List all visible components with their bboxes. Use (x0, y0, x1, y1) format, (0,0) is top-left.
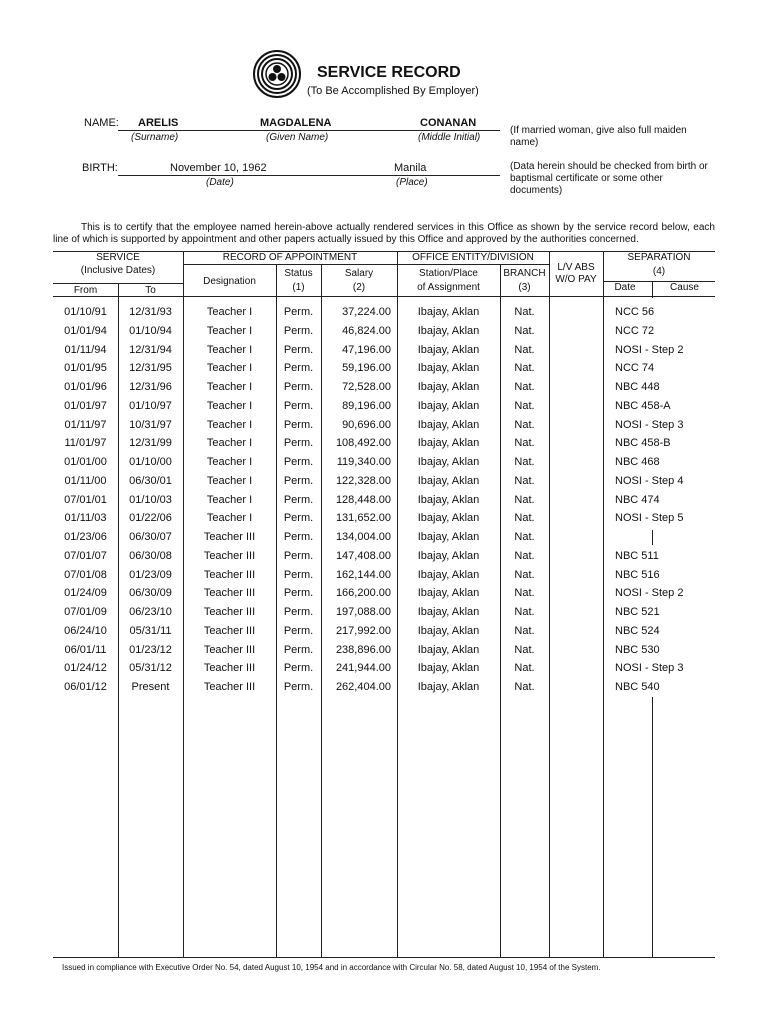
cell-branch: Nat. (514, 493, 535, 506)
cell-from: 07/01/07 (64, 549, 107, 562)
page-title: SERVICE RECORD (317, 64, 461, 81)
cell-salary: 241,944.00 (335, 662, 391, 675)
cell-salary: 162,144.00 (335, 568, 391, 581)
cell-from: 01/11/03 (64, 512, 107, 525)
cell-station: Ibajay, Aklan (417, 493, 480, 506)
cell-branch: Nat. (514, 512, 535, 525)
cell-to: 12/31/95 (129, 362, 172, 375)
cell-from: 01/11/00 (64, 474, 107, 487)
cell-designation: Teacher III (203, 662, 256, 675)
cell-to: 05/31/12 (129, 662, 172, 675)
cell-salary: 122,328.00 (335, 474, 391, 487)
cell-status: Perm. (283, 399, 314, 412)
col-separation-num: (4) (652, 266, 666, 277)
name-label: NAME: (84, 117, 119, 129)
cell-status: Perm. (283, 531, 314, 543)
cell-station: Ibajay, Aklan (417, 381, 480, 393)
middle-initial-caption: (Middle Initial) (418, 132, 481, 143)
cell-status: Perm. (283, 306, 314, 318)
cell-separation: NOSI - Step 5 (615, 512, 684, 525)
cell-designation: Teacher I (206, 306, 253, 318)
cell-status: Perm. (283, 418, 314, 431)
cell-designation: Teacher III (203, 568, 256, 581)
cell-station: Ibajay, Aklan (417, 512, 480, 525)
col-to-header: To (145, 285, 156, 296)
cell-station: Ibajay, Aklan (417, 568, 480, 581)
cell-separation: NBC 458-A (615, 399, 671, 412)
col-separation-header: SEPARATION (627, 252, 691, 263)
cell-status: Perm. (283, 512, 314, 525)
cell-branch: Nat. (514, 306, 535, 318)
cell-separation: NBC 474 (615, 493, 660, 506)
cell-station: Ibajay, Aklan (417, 399, 480, 412)
cell-station: Ibajay, Aklan (417, 474, 480, 487)
cell-designation: Teacher III (203, 624, 256, 637)
cell-to: 01/23/12 (129, 643, 172, 656)
cell-salary: 131,652.00 (335, 512, 391, 525)
cell-separation: NOSI - Step 3 (615, 662, 684, 675)
cell-designation: Teacher I (206, 418, 253, 431)
cell-separation: NBC 458-B (615, 437, 671, 450)
cell-from: 07/01/09 (64, 606, 107, 618)
cell-from: 07/01/08 (64, 568, 107, 581)
cell-station: Ibajay, Aklan (417, 437, 480, 450)
cell-from: 07/01/01 (64, 493, 107, 506)
cell-salary: 128,448.00 (335, 493, 391, 506)
cell-from: 01/23/06 (64, 531, 107, 543)
given-name-value: MAGDALENA (260, 117, 332, 129)
cell-separation: NCC 74 (615, 362, 655, 375)
cell-separation: NOSI - Step 3 (615, 418, 684, 431)
cell-branch: Nat. (514, 531, 535, 543)
cell-station: Ibajay, Aklan (417, 306, 480, 318)
cell-designation: Teacher I (206, 512, 253, 525)
cell-separation: NBC 468 (615, 456, 660, 468)
cell-branch: Nat. (514, 549, 535, 562)
cell-to: 12/31/99 (129, 437, 172, 450)
cell-from: 06/24/10 (64, 624, 107, 637)
cell-from: 01/24/12 (64, 662, 107, 675)
cell-from: 01/10/91 (64, 306, 107, 318)
cell-branch: Nat. (514, 662, 535, 675)
cell-separation: NCC 72 (615, 324, 655, 337)
cell-salary: 166,200.00 (335, 587, 391, 600)
cell-branch: Nat. (514, 474, 535, 487)
cell-designation: Teacher I (206, 493, 253, 506)
cell-status: Perm. (283, 324, 314, 337)
cell-to: 12/31/93 (129, 306, 172, 318)
cell-salary: 47,196.00 (342, 343, 391, 356)
cell-station: Ibajay, Aklan (417, 418, 480, 431)
cell-salary: 89,196.00 (342, 399, 391, 412)
cell-from: 01/01/00 (64, 456, 107, 468)
col-salary-header: Salary (344, 268, 374, 279)
birth-place-value: Manila (394, 162, 427, 174)
col-status-num: (1) (292, 282, 305, 293)
col-office-entity-header: OFFICE ENTITY/DIVISION (412, 252, 534, 263)
cell-branch: Nat. (514, 456, 535, 468)
cell-branch: Nat. (514, 643, 535, 656)
cell-salary: 238,896.00 (335, 643, 391, 656)
cell-to: 06/30/08 (129, 549, 172, 562)
cell-station: Ibajay, Aklan (417, 343, 480, 356)
cell-designation: Teacher I (206, 381, 253, 393)
cell-from: 01/24/09 (64, 587, 107, 600)
cell-separation: NOSI - Step 2 (615, 343, 684, 356)
cell-to: 01/10/97 (129, 399, 172, 412)
cell-separation: NOSI - Step 4 (615, 474, 684, 487)
cell-designation: Teacher III (203, 681, 256, 693)
cell-to: 01/10/00 (129, 456, 172, 468)
birth-date-value: November 10, 1962 (170, 162, 267, 174)
col-service-header: SERVICE (96, 252, 140, 263)
cell-branch: Nat. (514, 362, 535, 375)
cell-salary: 108,492.00 (335, 437, 391, 450)
cell-to: 06/23/10 (129, 606, 172, 618)
col-separation-date-header: Date (614, 282, 636, 293)
cell-branch: Nat. (514, 437, 535, 450)
cell-branch: Nat. (514, 399, 535, 412)
surname-caption: (Surname) (131, 132, 179, 143)
cell-branch: Nat. (514, 606, 535, 618)
birth-place-caption: (Place) (396, 177, 428, 188)
cell-designation: Teacher III (203, 549, 256, 562)
col-branch-header: BRANCH (503, 268, 546, 279)
cell-designation: Teacher I (206, 362, 253, 375)
cell-separation: NOSI - Step 2 (615, 587, 684, 600)
cell-status: Perm. (283, 643, 314, 656)
col-station-header: Station/Place (419, 268, 478, 279)
cell-status: Perm. (283, 381, 314, 393)
col-separation-cause-header: Cause (670, 282, 699, 293)
birth-label: BIRTH: (82, 162, 118, 174)
cell-salary: 37,224.00 (342, 306, 391, 318)
cell-status: Perm. (283, 624, 314, 637)
col-status-header: Status (284, 268, 313, 279)
cell-station: Ibajay, Aklan (417, 456, 480, 468)
cell-station: Ibajay, Aklan (417, 362, 480, 375)
footer-note: Issued in compliance with Executive Order No. 54, dated August 10, 1954 and in accordance with Circular No. 58, dated August 10, 1954 of the System. (62, 963, 601, 972)
col-salary-num: (2) (352, 282, 366, 293)
cell-status: Perm. (283, 606, 314, 618)
certification-text: This is to certify that the employee named herein-above actually rendered services in this Office as shown by the service record below, each line of which is supported by appointment and other papers actually issued by this Office and approved by the authorities concerned. (53, 222, 715, 245)
birth-note: (Data herein should be checked from birth or baptismal certificate or some other documents) (510, 161, 708, 196)
cell-salary: 59,196.00 (342, 362, 391, 375)
cell-status: Perm. (283, 343, 314, 356)
given-name-caption: (Given Name) (266, 132, 329, 143)
cell-status: Perm. (283, 437, 314, 450)
cell-designation: Teacher I (206, 324, 253, 337)
cell-from: 01/11/97 (64, 418, 107, 431)
cell-from: 01/11/94 (64, 343, 107, 356)
cell-designation: Teacher III (203, 643, 256, 656)
col-of-assignment-header: of Assignment (417, 282, 480, 293)
cell-branch: Nat. (514, 568, 535, 581)
cell-branch: Nat. (514, 624, 535, 637)
middle-initial-value: CONANAN (420, 117, 477, 129)
cell-from: 01/01/97 (64, 399, 107, 412)
cell-designation: Teacher I (206, 474, 253, 487)
cell-station: Ibajay, Aklan (417, 662, 480, 675)
cell-branch: Nat. (514, 418, 535, 431)
cell-designation: Teacher I (206, 456, 253, 468)
cell-salary: 119,340.00 (336, 456, 391, 468)
cell-separation: NBC 448 (615, 381, 660, 393)
cell-status: Perm. (283, 681, 314, 693)
col-inclusive-dates-header: (Inclusive Dates) (80, 265, 156, 276)
cell-station: Ibajay, Aklan (417, 643, 480, 656)
cell-station: Ibajay, Aklan (417, 531, 480, 543)
cell-designation: Teacher I (206, 437, 253, 450)
cell-designation: Teacher I (206, 343, 253, 356)
cell-to: 01/22/06 (129, 512, 172, 525)
cell-status: Perm. (283, 362, 314, 375)
cell-to: 01/10/94 (129, 324, 172, 337)
cell-station: Ibajay, Aklan (417, 624, 480, 637)
cell-status: Perm. (283, 662, 314, 675)
cell-to: 12/31/94 (129, 343, 172, 356)
cell-to: 01/10/03 (129, 493, 172, 506)
cell-to: 05/31/11 (129, 624, 172, 637)
cell-from: 01/01/95 (64, 362, 107, 375)
cell-status: Perm. (283, 587, 314, 600)
cell-separation: NCC 56 (615, 306, 655, 318)
surname-value: ARELIS (138, 117, 179, 129)
cell-status: Perm. (283, 568, 314, 581)
name-note: (If married woman, give also full maiden name) (510, 125, 687, 148)
cell-station: Ibajay, Aklan (417, 681, 480, 693)
cell-salary: 147,408.00 (335, 549, 391, 562)
cell-branch: Nat. (514, 681, 535, 693)
col-wo-pay-header: W/O PAY (555, 274, 597, 285)
cell-branch: Nat. (514, 343, 535, 356)
page-subtitle: (To Be Accomplished By Employer) (307, 85, 479, 97)
cell-salary: 197,088.00 (335, 606, 391, 618)
cell-branch: Nat. (514, 381, 535, 393)
cell-station: Ibajay, Aklan (417, 587, 480, 600)
cell-status: Perm. (283, 493, 314, 506)
cell-separation: NBC 521 (615, 606, 660, 618)
cell-branch: Nat. (514, 587, 535, 600)
cell-from: 01/01/94 (64, 324, 107, 337)
col-lv-abs-header: L/V ABS (557, 262, 595, 273)
cell-station: Ibajay, Aklan (417, 606, 480, 618)
col-designation-header: Designation (203, 276, 256, 287)
cell-designation: Teacher III (203, 606, 256, 618)
col-from-header: From (73, 285, 98, 296)
cell-to: 10/31/97 (129, 418, 172, 431)
cell-salary: 217,992.00 (335, 624, 391, 637)
cell-from: 01/01/96 (64, 381, 107, 393)
cell-from: 11/01/97 (64, 437, 107, 450)
cell-salary: 134,004.00 (335, 531, 391, 543)
cell-separation: NBC 530 (615, 643, 660, 656)
cell-status: Perm. (283, 549, 314, 562)
cell-to: 01/23/09 (129, 568, 172, 581)
col-branch-num: (3) (518, 282, 531, 293)
cell-from: 06/01/11 (64, 643, 107, 656)
cell-designation: Teacher III (203, 587, 256, 600)
cell-separation: NBC 524 (615, 624, 660, 637)
cell-station: Ibajay, Aklan (417, 549, 480, 562)
cell-separation: NBC 516 (615, 568, 660, 581)
cell-branch: Nat. (514, 324, 535, 337)
cell-separation: NBC 540 (615, 681, 660, 693)
cell-salary: 90,696.00 (342, 418, 391, 431)
cell-status: Perm. (283, 474, 314, 487)
cell-separation: NBC 511 (615, 549, 659, 562)
cell-designation: Teacher I (206, 399, 253, 412)
cell-salary: 46,824.00 (342, 324, 391, 337)
cell-to: 06/30/01 (129, 474, 172, 487)
cell-to: Present (131, 681, 170, 693)
cell-salary: 72,528.00 (342, 381, 391, 393)
birth-date-caption: (Date) (206, 177, 234, 188)
cell-to: 06/30/09 (129, 587, 172, 600)
cell-to: 06/30/07 (129, 531, 172, 543)
col-record-appointment-header: RECORD OF APPOINTMENT (222, 252, 358, 263)
cell-status: Perm. (283, 456, 314, 468)
cell-salary: 262,404.00 (335, 681, 391, 693)
cell-from: 06/01/12 (64, 681, 107, 693)
cell-station: Ibajay, Aklan (417, 324, 480, 337)
cell-to: 12/31/96 (129, 381, 172, 393)
cell-designation: Teacher III (203, 531, 256, 543)
